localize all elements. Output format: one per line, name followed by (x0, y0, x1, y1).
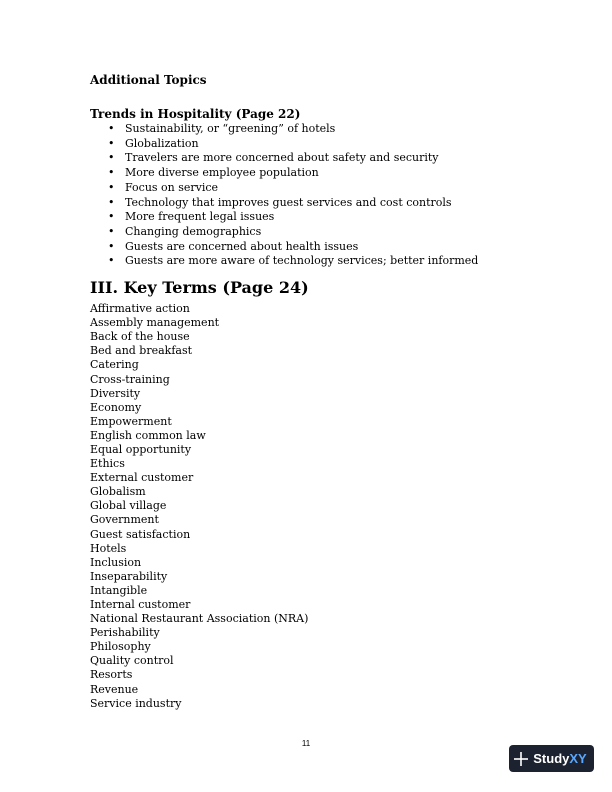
trend-item (108, 181, 560, 196)
key-term-item: Empowerment (90, 414, 172, 428)
key-term-item: Global village (90, 499, 167, 513)
page-number: 11 (301, 739, 311, 748)
key-term-item: Globalism (90, 485, 146, 499)
key-term-item: Guest satisfaction (90, 527, 191, 541)
key-term-item: Government (90, 513, 159, 527)
trend-item-text: Guests are more aware of technology services; better informed (125, 254, 479, 268)
trend-item (108, 240, 560, 255)
bullet-icon: • (108, 136, 115, 150)
page-content (90, 72, 560, 711)
trend-item (108, 225, 560, 240)
trend-item-text: More diverse employee population (125, 166, 319, 180)
plus-icon (514, 752, 528, 766)
bullet-icon: • (108, 151, 115, 165)
additional-topics-heading: Additional Topics (90, 73, 207, 87)
trend-item (108, 254, 560, 269)
trend-item-text: Changing demographics (125, 224, 262, 238)
trend-item (108, 166, 560, 181)
trends-list (90, 122, 560, 269)
key-term-item: Philosophy (90, 640, 151, 654)
key-term-item: Internal customer (90, 598, 191, 611)
key-term-item: Perishability (90, 626, 160, 640)
trend-item (108, 210, 560, 225)
trend-item (108, 137, 560, 152)
badge-text-xy: XY (569, 751, 587, 766)
bullet-icon: • (108, 239, 115, 253)
trend-item-text: Travelers are more concerned about safety and security (125, 151, 439, 165)
key-term-item: Cross-training (90, 372, 170, 386)
key-term-item: National Restaurant Association (NRA) (90, 612, 309, 626)
key-term-item: English common law (90, 428, 206, 442)
bullet-icon: • (108, 210, 115, 224)
bullet-icon: • (108, 166, 115, 180)
key-term-item: External customer (90, 471, 194, 485)
bullet-icon: • (108, 224, 115, 238)
key-term-item: Inclusion (90, 555, 142, 569)
key-term-item: Economy (90, 400, 142, 414)
trend-item-text: Guests are concerned about health issues (125, 239, 359, 253)
bullet-icon: • (108, 195, 115, 209)
key-term-item: Equal opportunity (90, 442, 192, 456)
key-term-item: Revenue (90, 682, 139, 696)
key-term-item: Service industry (90, 696, 182, 710)
bullet-icon: • (108, 254, 115, 268)
key-term-item: Inseparability (90, 569, 168, 583)
key-term-item: Hotels (90, 541, 127, 555)
key-term-item: Catering (90, 358, 139, 372)
key-term-item: Assembly management (90, 316, 220, 330)
key-terms-heading: III. Key Terms (Page 24) (90, 278, 309, 298)
trend-item (108, 122, 560, 137)
bullet-icon: • (108, 122, 115, 135)
key-term-item: Bed and breakfast (90, 344, 193, 358)
key-term-item: Quality control (90, 654, 174, 668)
trend-item-text: Technology that improves guest services and cost controls (125, 195, 452, 209)
trend-item-text: Globalization (125, 136, 199, 150)
key-term-item: Diversity (90, 386, 141, 400)
trend-item-text: More frequent legal issues (125, 210, 275, 224)
key-terms-list (90, 302, 560, 711)
badge-text-study: Study (533, 751, 570, 766)
key-term-item: Back of the house (90, 330, 190, 344)
trend-item-text: Focus on service (125, 180, 219, 194)
key-term-item: Resorts (90, 668, 133, 682)
trends-heading: Trends in Hospitality (Page 22) (90, 107, 301, 121)
trend-item (108, 196, 560, 211)
bullet-icon: • (108, 180, 115, 194)
key-term-item: Affirmative action (90, 302, 190, 316)
trend-item-text: Sustainability, or “greening” of hotels (125, 122, 336, 135)
key-term-item: Ethics (90, 457, 125, 471)
trend-item (108, 151, 560, 166)
key-term-item: Intangible (90, 583, 148, 597)
studyxy-badge[interactable] (509, 745, 594, 772)
